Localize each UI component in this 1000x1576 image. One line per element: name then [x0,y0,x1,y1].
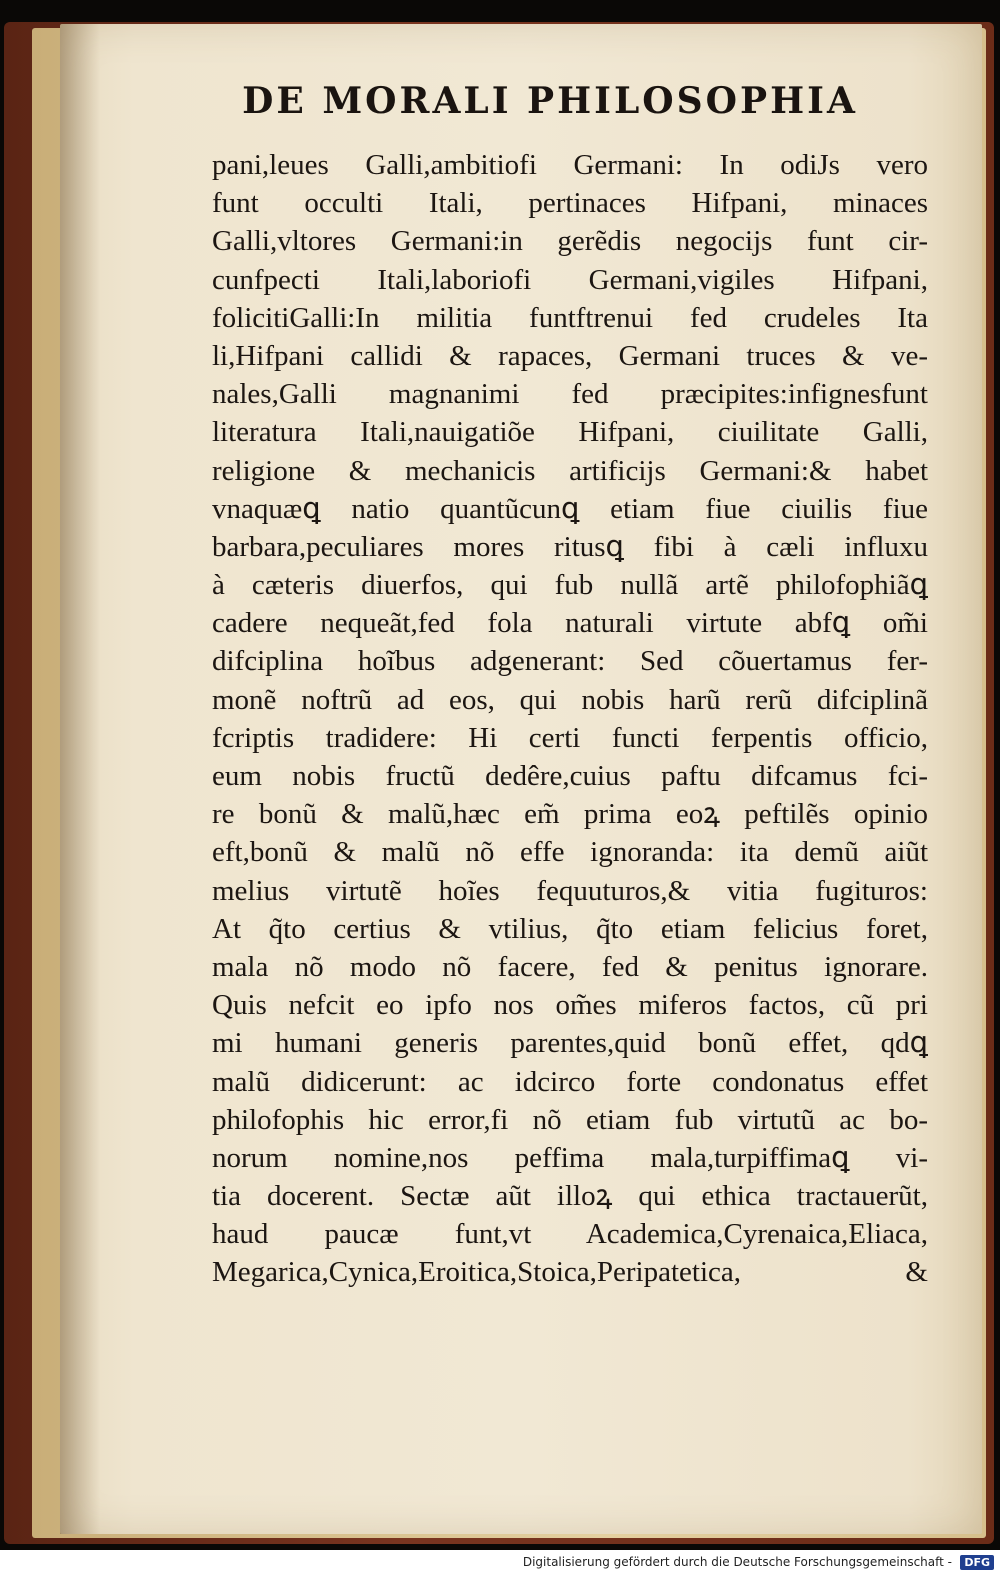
text-line: religione & mechanicis artificijs Germani:& habet [212,454,928,487]
text-line: barbara,peculiares mores ritusꝗ fibi à cæli influxu [212,530,928,563]
text-line: tia docerent. Sectæ aũt illoꝝ qui ethica tractauerũt, [212,1180,928,1213]
text-line: eum nobis fructũ dedêre,cuius paftu difcamus fci- [212,760,928,792]
text-line: eft,bonũ & malũ nõ effe ignoranda: ita demũ aiũt [212,836,928,869]
text-line: Megarica,Cynica,Eroitica,Stoica,Peripatetica, & [212,1256,928,1289]
text-line: fcriptis tradidere: Hi certi functi ferpentis officio, [212,721,928,754]
text-line: li,Hifpani callidi & rapaces, Germani truces & ve- [212,339,928,372]
text-line: difciplina hoĩbus adgenerant: Sed cõuertamus fer- [212,645,928,678]
text-line: Quis nefcit eo ipfo nos om̃es miferos factos, cũ pri [212,989,928,1022]
text-line: folicitiGalli:In militia funtftrenui fed crudeles Ita [212,301,928,334]
text-line: At q̃to certius & vtilius, q̃to etiam felicius foret, [212,912,928,945]
text-line: melius virtutẽ hoĩes fequuturos,& vitia fugituros: [212,874,928,907]
text-line: pani,leues Galli,ambitiofi Germani: In odiJs vero [212,149,928,181]
text-line: malũ didicerunt: ac idcirco forte condonatus effet [212,1065,928,1098]
text-line: funt occulti Itali, pertinaces Hifpani, minaces [212,187,928,220]
text-line: mala nõ modo nõ facere, fed & penitus ignorare. [212,950,928,983]
dfg-logo-icon: DFG [960,1555,994,1570]
text-line: Galli,vltores Germani:in gerẽdis negocijs funt cir- [212,225,928,258]
text-line: monẽ noftrũ ad eos, qui nobis harũ rerũ difciplinã [212,683,928,716]
gutter-shadow [60,24,100,1534]
body-text [212,146,928,1292]
text-line: nales,Galli magnanimi fed præcipites:infignesfunt [212,378,928,411]
text-line: haud paucæ funt,vt Academica,Cyrenaica,Eliaca, [212,1218,928,1251]
text-line: norum nomine,nos peffima mala,turpiffimaꝗ vi- [212,1141,928,1174]
text-line: cunfpecti Itali,laboriofi Germani,vigiles Hifpani, [212,263,928,296]
running-head: DE MORALI PHILOSOPHIA [242,80,858,122]
footer-bar [0,1550,1000,1576]
text-line: vnaquæꝗ natio quantũcunꝗ etiam fiue ciuilis fiue [212,492,928,525]
text-line: re bonũ & malũ,hæc em̃ prima eoꝝ peftilẽs opinio [212,798,928,831]
text-line: literatura Itali,nauigatiõe Hifpani, ciuilitate Galli, [212,416,928,449]
footer-credit: Digitalisierung gefördert durch die Deutsche Forschungsgemeinschaft - [522,1555,952,1569]
text-line: à cæteris diuerfos, qui fub nullã artẽ philofophiãꝗ [212,569,928,602]
text-line: mi humani generis parentes,quid bonũ effet, qdꝗ [212,1027,928,1060]
text-line: philofophis hic error,fi nõ etiam fub virtutũ ac bo- [212,1103,928,1136]
text-line: cadere nequeãt,fed fola naturali virtute abfꝗ om̃i [212,607,928,640]
